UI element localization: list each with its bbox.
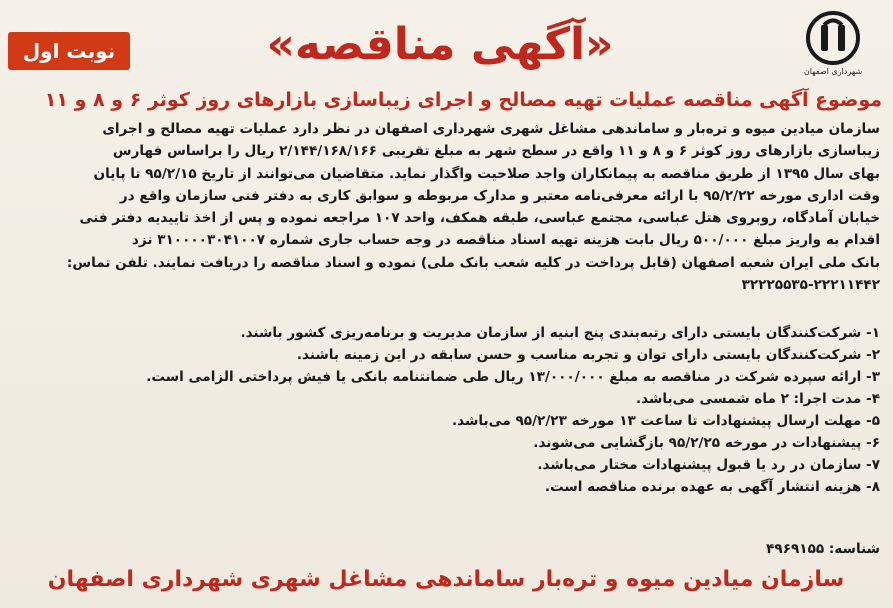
page-title: «آگهی مناقصه» — [266, 19, 614, 70]
footer-organization: سازمان میادین میوه و تره‌بار ساماندهی مشاغل شهری شهرداری اصفهان — [47, 567, 845, 592]
body-line: اقدام به واریز مبلغ ۵۰۰/۰۰۰ ریال بابت هزینه تهیه اسناد مناقصه در وجه حساب جاری شماره ۳۱۰۰۰۰۳۰۴۱۰۰۷ نزد — [131, 232, 880, 249]
body-line: بانک ملی ایران شعبه اصفهان (قابل پرداخت در کلیه شعب بانک ملی) نموده و اسناد مناقصه را دریافت نمایند. تلفن تماس: — [66, 254, 880, 271]
condition-item: ۱- شرکت‌کنندگان بایستی دارای رتبه‌بندی پنج ابنیه از سازمان مدیریت و برنامه‌ریزی کشور باشند. — [240, 325, 880, 341]
phone-numbers: ۳۲۲۲۵۵۳۵-۲۲۲۱۱۴۴۲ — [741, 277, 880, 294]
body-paragraph — [12, 118, 880, 296]
conditions-list — [12, 322, 880, 498]
subject-heading: موضوع آگهی مناقصه عملیات تهیه مصالح و اجرای زیباسازی بازارهای روز کوثر ۶ و ۸ و ۱۱ — [44, 89, 882, 111]
condition-item: ۵- مهلت ارسال پیشنهادات تا ساعت ۱۳ مورخه ۹۵/۲/۲۳ می‌باشد. — [451, 413, 880, 429]
condition-item: ۸- هزینه انتشار آگهی به عهده برنده مناقصه است. — [544, 479, 880, 495]
round-badge: نوبت اول — [8, 32, 130, 70]
condition-item: ۲- شرکت‌کنندگان بایستی دارای توان و تجربه مناسب و حسن سابقه در این زمینه باشند. — [296, 347, 880, 363]
body-line: وقت اداری مورخه ۹۵/۲/۲۲ با ارائه معرفی‌نامه معتبر و مدارک مربوطه و سوابق کاری به دفتر فنی سازمان واقع در — [119, 187, 880, 204]
body-line: سازمان میادین میوه و تره‌بار و ساماندهی مشاغل شهری شهرداری اصفهان در نظر دارد عملیات تهیه مصالح و اجرای — [102, 121, 880, 137]
condition-item: ۷- سازمان در رد یا قبول پیشنهادات مختار می‌باشد. — [537, 457, 880, 473]
notice-id: شناسه: ۴۹۶۹۱۵۵ — [766, 541, 880, 557]
condition-item: ۶- پیشنهادات در مورخه ۹۵/۲/۲۵ بازگشایی می‌شوند. — [533, 435, 880, 451]
isfahan-municipality-logo-icon — [805, 10, 861, 66]
municipality-logo — [798, 10, 868, 82]
body-line: زیباسازی بازارهای روز کوثر ۶ و ۸ و ۱۱ واقع در سطح شهر به مبلغ تقریبی ۲/۱۴۴/۱۶۸/۱۶۶ ریال را براساس فهارس — [112, 143, 880, 160]
condition-item: ۴- مدت اجرا: ۲ ماه شمسی می‌باشد. — [636, 391, 880, 407]
logo-caption: شهرداری اصفهان — [803, 67, 863, 76]
body-line: خیابان آمادگاه، روبروی هتل عباسی، مجتمع عباسی، طبقه همکف، واحد ۱۰۷ مراجعه نموده و پس از اخذ تاییدیه دفتر فنی — [79, 210, 880, 227]
condition-item: ۳- ارائه سپرده شرکت در مناقصه به مبلغ ۱۳/۰۰۰/۰۰۰ ریال طی ضمانتنامه بانکی یا فیش پرداختی الزامی است. — [146, 369, 880, 385]
body-line: بهای سال ۱۳۹۵ از طریق مناقصه به پیمانکاران واجد صلاحیت واگذار نماید. متقاضیان می‌توانند از تاریخ ۹۵/۲/۱۵ تا پایان — [93, 165, 880, 182]
